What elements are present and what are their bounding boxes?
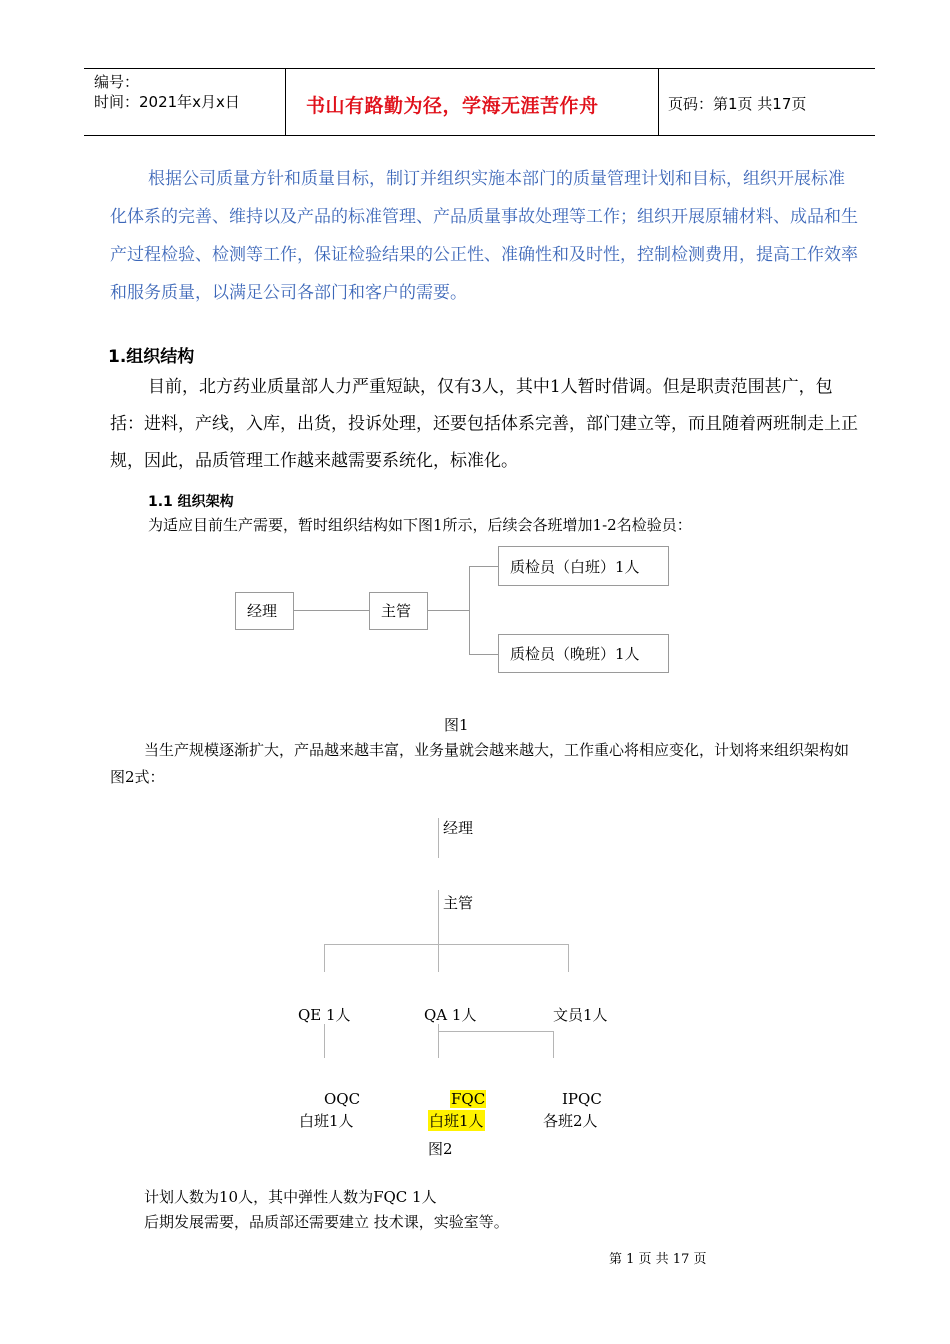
header-top-rule (84, 68, 875, 69)
figure1-caption: 图1 (444, 716, 469, 734)
fig1-supervisor-box (369, 592, 428, 630)
fig2-connector (438, 1031, 554, 1032)
fig2-fqc-sub-label: 白班1人 (429, 1112, 484, 1130)
fig2-ipqc-label: IPQC (562, 1090, 602, 1108)
section-paragraph: 目前，北方药业质量部人力严重短缺，仅有3人，其中1人暂时借调。但是职责范围甚广，包括：进料，产线，入库，出货，投诉处理，还要包括体系完善，部门建立等，而且随着两班制走上正规，因此，品质管理工作越来越需要系统化，标准化。 (110, 377, 858, 471)
fig1-connector (469, 566, 498, 567)
page-label: 页码：第1页 共17页 (668, 95, 807, 113)
plan-line-1: 计划人数为10人，其中弹性人数为FQC 1人 (144, 1188, 437, 1206)
fig2-connector (568, 944, 569, 972)
fig2-oqc-sub-label: 白班1人 (299, 1112, 354, 1130)
fig2-clerk-label: 文员1人 (553, 1006, 608, 1024)
fig2-connector (438, 890, 439, 972)
fig2-qa-label: QA 1人 (424, 1006, 477, 1024)
motto: 书山有路勤为径，学海无涯苦作舟 (306, 95, 599, 117)
header-bottom-rule (84, 135, 875, 136)
section-heading: 1.组织结构 (108, 347, 195, 367)
fig2-manager-label: 经理 (443, 819, 474, 837)
sub-heading: 1.1 组织架构 (148, 494, 234, 510)
page-footer: 第 1 页 共 17 页 (609, 1252, 707, 1267)
time-label: 时间：2021年x月x日 (94, 93, 240, 111)
fig2-qe-label: QE 1人 (298, 1006, 351, 1024)
fig2-oqc-label: OQC (324, 1090, 361, 1108)
plan-line-2: 后期发展需要，品质部还需要建立 技术课，实验室等。 (144, 1213, 509, 1231)
fig2-connector (438, 1024, 439, 1058)
fig1-inspector-day-box (498, 546, 669, 586)
fig2-connector (324, 944, 325, 972)
fig2-connector (553, 1031, 554, 1058)
fig2-supervisor-label: 主管 (443, 894, 474, 912)
fig2-connector (324, 944, 569, 945)
intro-paragraph: 根据公司质量方针和质量目标，制订并组织实施本部门的质量管理计划和目标，组织开展标准化体系的完善、维持以及产品的标准管理、产品质量事故处理等工作；组织开展原辅材料、成品和生产过程检验、检测等工作，保证检验结果的公正性、准确性和及时性，控制检测费用，提高工作效率和服务质量，以满足公司各部门和客户的需要。 (110, 169, 858, 303)
fig1-inspector-day-label: 质检员（白班）1人 (510, 558, 640, 576)
fig2-connector (324, 1024, 325, 1058)
number-label: 编号： (94, 73, 140, 91)
fig1-inspector-night-box (498, 634, 669, 673)
fig1-manager-box (235, 592, 294, 630)
fig1-connector (469, 566, 470, 655)
sub-paragraph: 为适应目前生产需要，暂时组织结构如下图1所示，后续会各班增加1-2名检验员： (148, 516, 692, 534)
fig1-connector (427, 610, 470, 611)
fig1-inspector-night-label: 质检员（晚班）1人 (510, 645, 640, 663)
fig1-supervisor-label: 主管 (381, 602, 412, 620)
header-divider-right (658, 69, 659, 136)
header-divider-left (285, 69, 286, 136)
paragraph-2: 当生产规模逐渐扩大，产品越来越丰富，业务量就会越来越大，工作重心将相应变化，计划将来组织架构如图2式： (110, 741, 850, 786)
fig1-connector (293, 610, 369, 611)
fig1-manager-label: 经理 (247, 602, 278, 620)
fig2-connector (438, 818, 439, 858)
fig1-connector (469, 654, 498, 655)
figure2-caption: 图2 (428, 1140, 453, 1158)
fig2-ipqc-sub-label: 各班2人 (543, 1112, 598, 1130)
fig2-fqc-label: FQC (451, 1090, 486, 1108)
